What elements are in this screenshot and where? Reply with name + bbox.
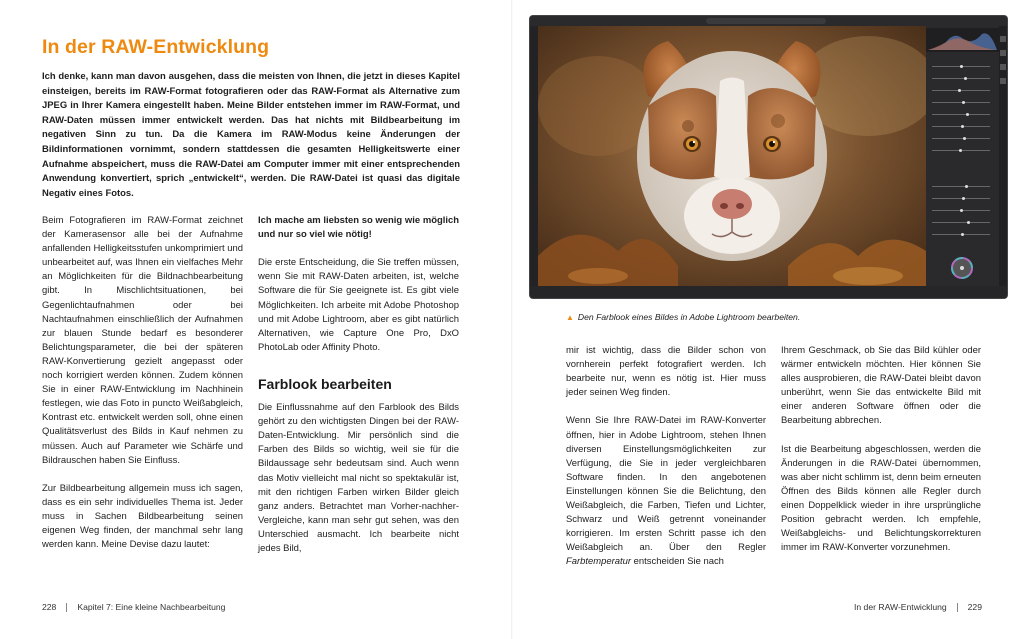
panel-slider <box>932 90 990 91</box>
paragraph: Beim Fotografieren im RAW-Format zeichnet der Kamerasensor alle bei der Aufnahme anfallenden Helligkeitsstufen unkomprimiert und unbearbeitet auf, was Ihnen ein vielfaches Mehr an Möglichkeiten für die Bildnachbearbeitung gibt. In Mischlichtsituationen, bei Gegenlichtaufnahmen oder bei Nachtaufnahmen einschließlich der Aufnahmen zur blauen Stunde bedarf es besonderer Belichtungsparameter, die bei der späteren RAW-Konvertierung gezielt angepasst oder noch korrigiert werden können. Zudem können Sie in einer RAW-Entwicklung im Nachhinein festlegen, wie das Foto in puncto Weißabgleich, Kontrast etc. entwickelt werden soll, ohne einen Qualitätsverlust des Bilds in Kauf nehmen zu müssen. Auch auf Parameter wie Schärfe und Bildrauschen haben Sie Einfluss. <box>42 215 243 466</box>
panel-slider <box>932 198 990 199</box>
paragraph: Wenn Sie Ihre RAW-Datei im RAW-Konverter öffnen, hier in Adobe Lightroom, stehen Ihnen diversen Einstellungsmöglichkeiten zur Verfügung, die Sie in jeder vergleichbaren Software finden. In den angebotenen Einstellungen können Sie die Belichtung, den Weißabgleich, die Farben, Tiefen und Lichter, Schwarz und Weiß getrennt voneinander korrigieren. Im ersten Schritt passe ich den Weißabgleich an. Über den Regler Farbtemperatur entscheiden Sie nach <box>566 415 766 568</box>
paragraph: Zur Bildbearbeitung allgemein muss ich sagen, dass es ein sehr individuelles Thema ist. Jeder muss in Sachen Bildbearbeitung seinen eigenen Weg finden, der manchmal sehr lang werden kann. Meine Devise dazu lautet: <box>42 482 243 551</box>
text-column-1 <box>42 214 243 566</box>
panel-slider <box>932 126 990 127</box>
running-footer: In der RAW-Entwicklung <box>854 602 947 612</box>
motto-paragraph: Ich mache am liebsten so wenig wie möglich und nur so viel wie nötig! <box>258 215 459 241</box>
footer-right <box>854 602 982 612</box>
panel-slider <box>932 138 990 139</box>
paragraph: Die erste Entscheidung, die Sie treffen müssen, wenn Sie mit RAW-Daten arbeiten, ist, welche Software die für Sie geeignete ist. Es gibt viele Möglichkeiten. Ich arbeite mit Adobe Photoshop und mit Adobe Lightroom, aber es gibt natürlich Alternativen, wie Capture One Pro, DxO PhotoLab oder Affinity Photo. <box>258 257 459 353</box>
lightroom-screenshot <box>530 16 1007 298</box>
edit-tool-icon <box>1000 36 1006 42</box>
footer-divider <box>66 603 67 612</box>
filmstrip-bar <box>530 286 1007 298</box>
crop-tool-icon <box>1000 50 1006 56</box>
paragraph: Die Einflussnahme auf den Farblook des Bilds gehört zu den wichtigsten Dingen bei der RAW-Daten-Entwicklung. Mir persönlich sind die Farben des Bilds so wichtig, weil sie für die Bildaussage sehr bedeutsam sind. Auch wenn das Motiv vielleicht mal nicht so spektakulär ist, mit den richtigen Farben wirken Bilder gleich ganz anders. Betrachtet man Vorher-nachher-Vergleiche, kann man sehr gut sehen, was den Unterschied ausmacht. Ich bearbeite nicht jedes Bild, <box>258 402 459 554</box>
panel-slider <box>932 150 990 151</box>
footer-divider <box>957 603 958 612</box>
panel-slider <box>932 78 990 79</box>
page-number: 228 <box>42 602 57 612</box>
text-column-3 <box>566 344 766 584</box>
search-field-icon <box>706 18 826 24</box>
footer-left <box>42 602 225 612</box>
dog-photo <box>538 26 926 286</box>
panel-slider <box>932 234 990 235</box>
panel-slider <box>932 114 990 115</box>
brush-tool-icon <box>1000 64 1006 70</box>
text-column-4 <box>781 344 981 570</box>
panel-slider <box>932 66 990 67</box>
section-heading: Farblook bearbeiten <box>258 375 392 392</box>
intro-paragraph: Ich denke, kann man davon ausgehen, dass die meisten von Ihnen, die jetzt in dieses Kapitel einsteigen, bereits im RAW-Format fotografieren oder das RAW-Format als Alternative zum JPEG in Ihrer Kamera eingestellt haben. Meine Bilder entstehen immer im RAW-Format, und RAW-Daten müssen immer entwickelt werden. Das hat nichts mit Bildbearbeitung im negativen Sinn zu tun. Da die Kamera im RAW-Modus keine Änderungen der Bildinformationen vornimmt, sondern stattdessen die gesamten Helligkeitswerte einer Aufnahme abspeichert, muss die RAW-Datei am Computer immer mit einer entsprechenden Anwendung konvertiert, sprich „entwickelt“, werden. Die RAW-Datei ist quasi das digitale Negativ eines Fotos. <box>42 71 460 199</box>
running-footer: Kapitel 7: Eine kleine Nachbearbeitung <box>77 602 226 612</box>
right-tool-strip <box>999 26 1007 286</box>
window-titlebar <box>530 16 1007 26</box>
figure-caption: ▲ Den Farblook eines Bildes in Adobe Lightroom bearbeiten. <box>566 312 801 322</box>
page-number: 229 <box>967 602 982 612</box>
paragraph: Ist die Bearbeitung abgeschlossen, werden die Änderungen in die RAW-Datei übernommen, was aber nicht schlimm ist, denn beim erneuten Öffnen des Bilds können alle Regler durch einen Doppelklick wieder in ihre ursprüngliche Position gebracht werden. Ich empfehle, Weißabgleichs- und Belichtungskorrekturen immer im RAW-Konverter vorzunehmen. <box>781 443 981 554</box>
panel-slider <box>932 210 990 211</box>
left-toolbar <box>530 26 538 288</box>
paragraph: mir ist wichtig, dass die Bilder schon von vornherein perfekt fotografiert werden. Ich bearbeite nur, wenn es nötig ist. Hier muss jeder seinen Weg finden. <box>566 345 766 399</box>
chapter-title: In der RAW-Entwicklung <box>42 36 270 58</box>
panel-slider <box>932 186 990 187</box>
develop-panel <box>926 26 999 286</box>
panel-slider <box>932 102 990 103</box>
paragraph: Ihrem Geschmack, ob Sie das Bild kühler oder wärmer entwickeln möchten. Hier können Sie alles ausprobieren, die RAW-Datei bleibt davon unberührt, wenn Sie das entwickelte Bild mit einer anderen Software öffnen oder die Bearbeitung abbrechen. <box>781 345 981 427</box>
caption-marker-icon: ▲ <box>566 313 574 322</box>
histogram <box>926 28 999 52</box>
mask-tool-icon <box>1000 78 1006 84</box>
panel-slider <box>932 222 990 223</box>
color-wheel-icon <box>950 256 974 280</box>
text-column-2 <box>258 214 459 570</box>
